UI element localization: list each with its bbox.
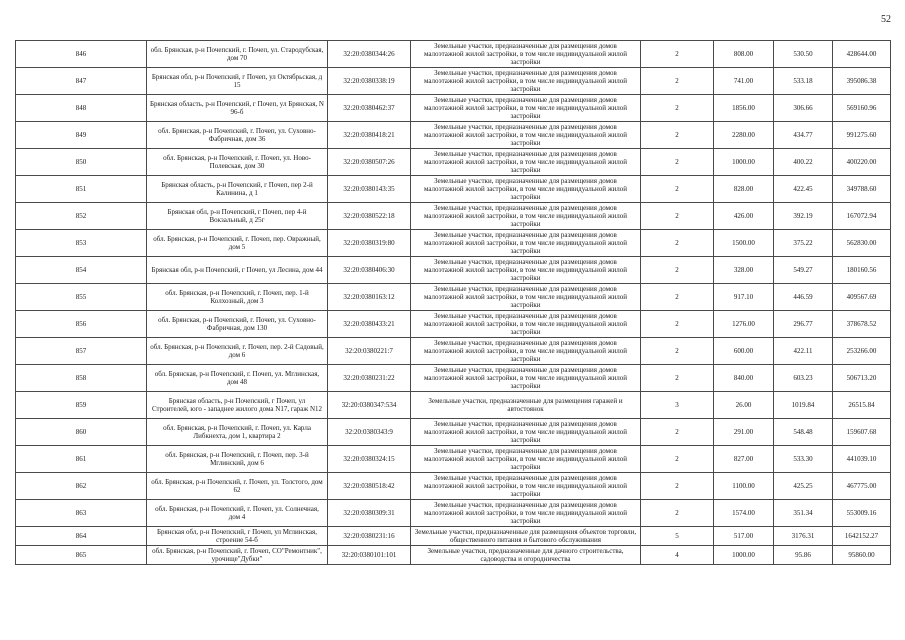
table-row — [16, 446, 891, 473]
specific-value-cell: 549.27 — [774, 257, 833, 284]
land-use-cell: Земельные участки, предназначенные для размещения домов малоэтажной жилой застройки, в том числе индивидуальной жилой застройки — [411, 500, 641, 527]
land-use-cell: Земельные участки, предназначенные для размещения домов малоэтажной жилой застройки, в том числе индивидуальной жилой застройки — [411, 203, 641, 230]
land-use-cell: Земельные участки, предназначенные для размещения домов малоэтажной жилой застройки, в том числе индивидуальной жилой застройки — [411, 419, 641, 446]
row-number: 860 — [16, 419, 147, 446]
specific-value-cell: 400.22 — [774, 149, 833, 176]
group-number-cell: 2 — [641, 311, 714, 338]
land-use-cell: Земельные участки, предназначенные для размещения гаражей и автостоянок — [411, 392, 641, 419]
address-cell: обл. Брянская, р-н Почепский, г. Почеп, пер. Овражный, дом 5 — [147, 230, 328, 257]
row-number: 863 — [16, 500, 147, 527]
area-cell: 26.00 — [714, 392, 774, 419]
cadastral-value-cell: 349788.60 — [833, 176, 891, 203]
area-cell: 2280.00 — [714, 122, 774, 149]
area-cell: 517.00 — [714, 527, 774, 546]
cadastral-number-cell: 32:20:0380338:19 — [328, 68, 411, 95]
area-cell: 828.00 — [714, 176, 774, 203]
cadastral-value-cell: 562830.00 — [833, 230, 891, 257]
land-registry-table — [15, 40, 891, 565]
area-cell: 1500.00 — [714, 230, 774, 257]
address-cell: обл. Брянская, р-н Почепский, г. Почеп, ул. Стародубская, дом 70 — [147, 41, 328, 68]
specific-value-cell: 422.45 — [774, 176, 833, 203]
row-number: 862 — [16, 473, 147, 500]
table-row — [16, 122, 891, 149]
group-number-cell: 2 — [641, 419, 714, 446]
cadastral-number-cell: 32:20:0380309:31 — [328, 500, 411, 527]
area-cell: 1000.00 — [714, 149, 774, 176]
land-use-cell: Земельные участки, предназначенные для размещения домов малоэтажной жилой застройки, в том числе индивидуальной жилой застройки — [411, 365, 641, 392]
address-cell: обл. Брянская, р-н Почепский, г. Почеп, ул. Толстого, дом 62 — [147, 473, 328, 500]
cadastral-number-cell: 32:20:0380101:101 — [328, 546, 411, 565]
table-row — [16, 68, 891, 95]
cadastral-value-cell: 253266.00 — [833, 338, 891, 365]
address-cell: обл. Брянская, р-н Почепский, г. Почеп, ул. Ново-Полевская, дом 30 — [147, 149, 328, 176]
page-number: 52 — [881, 14, 891, 25]
specific-value-cell: 1019.84 — [774, 392, 833, 419]
specific-value-cell: 446.59 — [774, 284, 833, 311]
specific-value-cell: 533.30 — [774, 446, 833, 473]
specific-value-cell: 530.50 — [774, 41, 833, 68]
cadastral-value-cell: 26515.84 — [833, 392, 891, 419]
cadastral-value-cell: 167072.94 — [833, 203, 891, 230]
land-use-cell: Земельные участки, предназначенные для размещения домов малоэтажной жилой застройки, в том числе индивидуальной жилой застройки — [411, 122, 641, 149]
cadastral-number-cell: 32:20:0380344:26 — [328, 41, 411, 68]
group-number-cell: 5 — [641, 527, 714, 546]
area-cell: 291.00 — [714, 419, 774, 446]
table-row — [16, 176, 891, 203]
group-number-cell: 2 — [641, 122, 714, 149]
cadastral-number-cell: 32:20:0380231:22 — [328, 365, 411, 392]
address-cell: обл. Брянская, р-н Почепский, г. Почеп, пер. 3-й Мглинский, дом 6 — [147, 446, 328, 473]
area-cell: 1574.00 — [714, 500, 774, 527]
group-number-cell: 2 — [641, 338, 714, 365]
land-use-cell: Земельные участки, предназначенные для размещения домов малоэтажной жилой застройки, в том числе индивидуальной жилой застройки — [411, 284, 641, 311]
land-use-cell: Земельные участки, предназначенные для размещения домов малоэтажной жилой застройки, в том числе индивидуальной жилой застройки — [411, 311, 641, 338]
group-number-cell: 2 — [641, 446, 714, 473]
specific-value-cell: 533.18 — [774, 68, 833, 95]
cadastral-value-cell: 991275.60 — [833, 122, 891, 149]
address-cell: Брянская обл, р-н Почепский, г Почеп, пер 4-й Вокзальный, д 25г — [147, 203, 328, 230]
cadastral-number-cell: 32:20:0380231:16 — [328, 527, 411, 546]
area-cell: 840.00 — [714, 365, 774, 392]
area-cell: 426.00 — [714, 203, 774, 230]
cadastral-value-cell: 400220.00 — [833, 149, 891, 176]
group-number-cell: 2 — [641, 68, 714, 95]
table-row — [16, 311, 891, 338]
row-number: 864 — [16, 527, 147, 546]
table-row — [16, 365, 891, 392]
cadastral-value-cell: 180160.56 — [833, 257, 891, 284]
land-use-cell: Земельные участки, предназначенные для размещения домов малоэтажной жилой застройки, в том числе индивидуальной жилой застройки — [411, 473, 641, 500]
address-cell: обл. Брянская, р-н Почепский, г. Почеп, ул. Суховно-Фабричная, дом 36 — [147, 122, 328, 149]
group-number-cell: 2 — [641, 500, 714, 527]
address-cell: обл. Брянская, р-н Почепский, г. Почеп, пер. 1-й Колхозный, дом 3 — [147, 284, 328, 311]
area-cell: 1100.00 — [714, 473, 774, 500]
row-number: 854 — [16, 257, 147, 284]
area-cell: 917.10 — [714, 284, 774, 311]
address-cell: обл. Брянская, р-н Почепский, г. Почеп, ул. Солнечная, дом 4 — [147, 500, 328, 527]
row-number: 857 — [16, 338, 147, 365]
specific-value-cell: 603.23 — [774, 365, 833, 392]
address-cell: Брянская обл, р-н Почепский, г Почеп, ул Октябрьская, д 15 — [147, 68, 328, 95]
land-use-cell: Земельные участки, предназначенные для размещения домов малоэтажной жилой застройки, в том числе индивидуальной жилой застройки — [411, 149, 641, 176]
area-cell: 1276.00 — [714, 311, 774, 338]
cadastral-number-cell: 32:20:0380324:15 — [328, 446, 411, 473]
cadastral-number-cell: 32:20:0380507:26 — [328, 149, 411, 176]
specific-value-cell: 95.86 — [774, 546, 833, 565]
cadastral-number-cell: 32:20:0380433:21 — [328, 311, 411, 338]
specific-value-cell: 306.66 — [774, 95, 833, 122]
area-cell: 600.00 — [714, 338, 774, 365]
group-number-cell: 2 — [641, 230, 714, 257]
cadastral-value-cell: 441039.10 — [833, 446, 891, 473]
area-cell: 741.00 — [714, 68, 774, 95]
row-number: 849 — [16, 122, 147, 149]
table-row — [16, 338, 891, 365]
row-number: 848 — [16, 95, 147, 122]
group-number-cell: 2 — [641, 41, 714, 68]
address-cell: обл. Брянская, р-н Почепский, г. Почеп, пер. 2-й Садовый, дом 6 — [147, 338, 328, 365]
land-use-cell: Земельные участки, предназначенные для размещения объектов торговли, общественного питания и бытового обслуживания — [411, 527, 641, 546]
cadastral-number-cell: 32:20:0380143:35 — [328, 176, 411, 203]
row-number: 853 — [16, 230, 147, 257]
land-use-cell: Земельные участки, предназначенные для размещения домов малоэтажной жилой застройки, в том числе индивидуальной жилой застройки — [411, 95, 641, 122]
cadastral-value-cell: 569160.96 — [833, 95, 891, 122]
land-use-cell: Земельные участки, предназначенные для размещения домов малоэтажной жилой застройки, в том числе индивидуальной жилой застройки — [411, 230, 641, 257]
cadastral-value-cell: 395086.38 — [833, 68, 891, 95]
table-row — [16, 527, 891, 546]
table-row — [16, 419, 891, 446]
row-number: 852 — [16, 203, 147, 230]
land-use-cell: Земельные участки, предназначенные для дачного строительства, садоводства и огородничества — [411, 546, 641, 565]
group-number-cell: 2 — [641, 257, 714, 284]
land-use-cell: Земельные участки, предназначенные для размещения домов малоэтажной жилой застройки, в том числе индивидуальной жилой застройки — [411, 41, 641, 68]
cadastral-number-cell: 32:20:0380522:18 — [328, 203, 411, 230]
cadastral-number-cell: 32:20:0380418:21 — [328, 122, 411, 149]
row-number: 856 — [16, 311, 147, 338]
area-cell: 808.00 — [714, 41, 774, 68]
group-number-cell: 2 — [641, 365, 714, 392]
table-row — [16, 284, 891, 311]
row-number: 851 — [16, 176, 147, 203]
address-cell: Брянская область, р-н Почепский, г Почеп, пер 2-й Калинина, д 1 — [147, 176, 328, 203]
cadastral-number-cell: 32:20:0380462:37 — [328, 95, 411, 122]
cadastral-value-cell: 467775.00 — [833, 473, 891, 500]
cadastral-number-cell: 32:20:0380518:42 — [328, 473, 411, 500]
specific-value-cell: 422.11 — [774, 338, 833, 365]
group-number-cell: 2 — [641, 176, 714, 203]
cadastral-number-cell: 32:20:0380347:534 — [328, 392, 411, 419]
group-number-cell: 2 — [641, 284, 714, 311]
address-cell: Брянская область, р-н Почепский, г Почеп, ул Строителей, юго - западнее жилого дома N17, гараж N12 — [147, 392, 328, 419]
table-row — [16, 257, 891, 284]
address-cell: обл. Брянская, р-н Почепский, г. Почеп, СО"Ремонтник", урочище"Дубки" — [147, 546, 328, 565]
cadastral-value-cell: 409567.69 — [833, 284, 891, 311]
table-row — [16, 392, 891, 419]
land-use-cell: Земельные участки, предназначенные для размещения домов малоэтажной жилой застройки, в том числе индивидуальной жилой застройки — [411, 338, 641, 365]
table-row — [16, 95, 891, 122]
cadastral-value-cell: 378678.52 — [833, 311, 891, 338]
specific-value-cell: 434.77 — [774, 122, 833, 149]
area-cell: 1856.00 — [714, 95, 774, 122]
row-number: 865 — [16, 546, 147, 565]
land-use-cell: Земельные участки, предназначенные для размещения домов малоэтажной жилой застройки, в том числе индивидуальной жилой застройки — [411, 176, 641, 203]
cadastral-value-cell: 1642152.27 — [833, 527, 891, 546]
group-number-cell: 2 — [641, 473, 714, 500]
table-row — [16, 473, 891, 500]
group-number-cell: 3 — [641, 392, 714, 419]
table-row — [16, 546, 891, 565]
row-number: 858 — [16, 365, 147, 392]
group-number-cell: 4 — [641, 546, 714, 565]
specific-value-cell: 392.19 — [774, 203, 833, 230]
land-use-cell: Земельные участки, предназначенные для размещения домов малоэтажной жилой застройки, в том числе индивидуальной жилой застройки — [411, 68, 641, 95]
table-row — [16, 230, 891, 257]
cadastral-value-cell: 428644.00 — [833, 41, 891, 68]
table-row — [16, 203, 891, 230]
group-number-cell: 2 — [641, 203, 714, 230]
specific-value-cell: 548.48 — [774, 419, 833, 446]
area-cell: 1000.00 — [714, 546, 774, 565]
address-cell: обл. Брянская, р-н Почепский, г. Почеп, ул. Мглинская, дом 48 — [147, 365, 328, 392]
table-row — [16, 41, 891, 68]
cadastral-value-cell: 95860.00 — [833, 546, 891, 565]
area-cell: 328.00 — [714, 257, 774, 284]
row-number: 859 — [16, 392, 147, 419]
cadastral-number-cell: 32:20:0380406:30 — [328, 257, 411, 284]
cadastral-number-cell: 32:20:0380319:80 — [328, 230, 411, 257]
table-row — [16, 500, 891, 527]
specific-value-cell: 296.77 — [774, 311, 833, 338]
group-number-cell: 2 — [641, 149, 714, 176]
specific-value-cell: 351.34 — [774, 500, 833, 527]
address-cell: Брянская обл, р-н Почепский, г Почеп, ул Мглинская, строение 54-б — [147, 527, 328, 546]
table-row — [16, 149, 891, 176]
cadastral-value-cell: 159607.68 — [833, 419, 891, 446]
row-number: 846 — [16, 41, 147, 68]
cadastral-number-cell: 32:20:0380343:9 — [328, 419, 411, 446]
address-cell: Брянская обл, р-н Почепский, г Почеп, ул Лесина, дом 44 — [147, 257, 328, 284]
row-number: 850 — [16, 149, 147, 176]
cadastral-value-cell: 506713.20 — [833, 365, 891, 392]
land-use-cell: Земельные участки, предназначенные для размещения домов малоэтажной жилой застройки, в том числе индивидуальной жилой застройки — [411, 257, 641, 284]
row-number: 847 — [16, 68, 147, 95]
row-number: 855 — [16, 284, 147, 311]
address-cell: Брянская область, р-н Почепский, г Почеп, ул Брянская, N 96-б — [147, 95, 328, 122]
area-cell: 827.00 — [714, 446, 774, 473]
land-use-cell: Земельные участки, предназначенные для размещения домов малоэтажной жилой застройки, в том числе индивидуальной жилой застройки — [411, 446, 641, 473]
specific-value-cell: 375.22 — [774, 230, 833, 257]
address-cell: обл. Брянская, р-н Почепский, г. Почеп, ул. Суховно-Фабричная, дом 130 — [147, 311, 328, 338]
specific-value-cell: 425.25 — [774, 473, 833, 500]
cadastral-value-cell: 553009.16 — [833, 500, 891, 527]
row-number: 861 — [16, 446, 147, 473]
group-number-cell: 2 — [641, 95, 714, 122]
address-cell: обл. Брянская, р-н Почепский, г. Почеп, ул. Карла Либкнехта, дом 1, квартира 2 — [147, 419, 328, 446]
cadastral-number-cell: 32:20:0380221:7 — [328, 338, 411, 365]
cadastral-number-cell: 32:20:0380163:12 — [328, 284, 411, 311]
specific-value-cell: 3176.31 — [774, 527, 833, 546]
